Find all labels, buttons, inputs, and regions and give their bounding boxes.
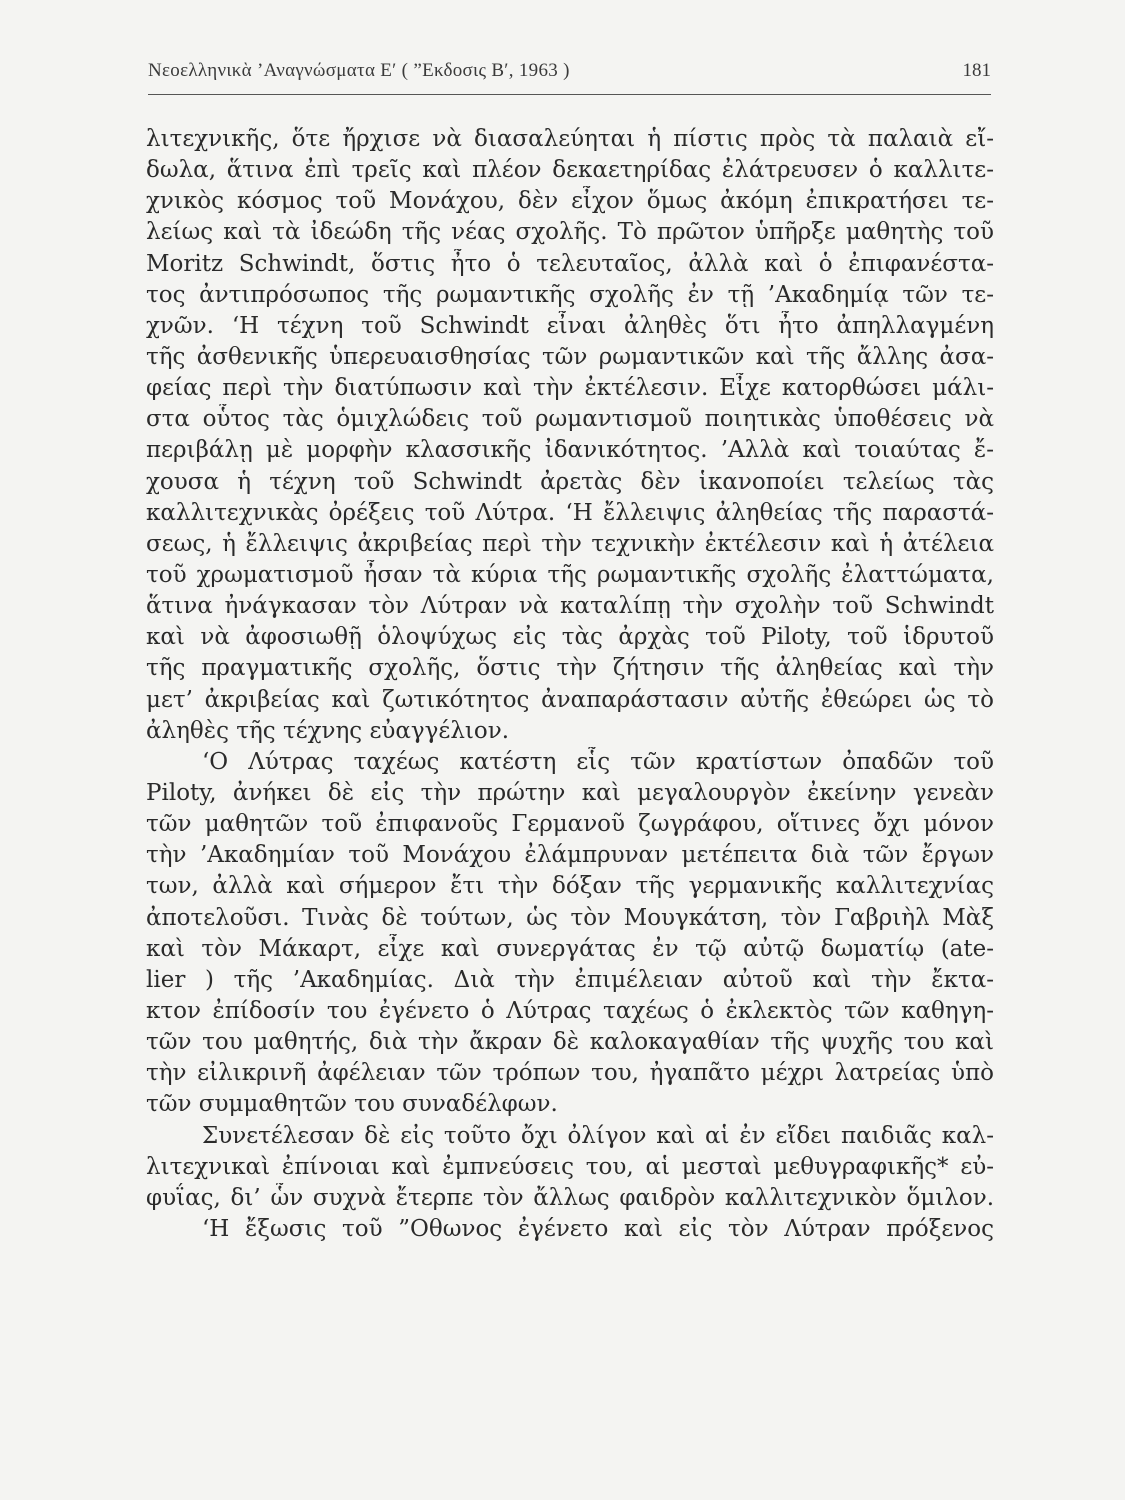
text-line: λιτεχνικαὶ ἐπίνοιαι καὶ ἐμπνεύσεις του, αἱ μεσταὶ μεθυγραφικῆς* εὐ- [146,1153,994,1180]
text-line: λείως καὶ τὰ ἰδεώδη τῆς νέας σχολῆς. Τὸ πρῶτον ὑπῆρξε μαθητὴς τοῦ [146,219,994,246]
text-line: ἅτινα ἠνάγκασαν τὸν Λύτραν νὰ καταλίπῃ τὴν σχολὴν τοῦ Schwindt [146,593,994,620]
text-line: Moritz Schwindt, ὅστις ἦτο ὁ τελευταῖος, ἀλλὰ καὶ ὁ ἐπιφανέστα- [146,250,994,277]
text-line: τῆς πραγματικῆς σχολῆς, ὅστις τὴν ζήτησιν τῆς ἀληθείας καὶ τὴν [146,655,994,682]
text-line: περιβάλῃ μὲ μορφὴν κλασσικῆς ἰδανικότητος. ’Αλλὰ καὶ τοιαύτας ἔ- [146,437,994,464]
body-text [146,124,994,1245]
text-line: χουσα ἡ τέχνη τοῦ Schwindt ἀρετὰς δὲν ἱκανοποίει τελείως τὰς [146,468,994,495]
text-line: Piloty, ἀνήκει δὲ εἰς τὴν πρώτην καὶ μεγαλουργὸν ἐκείνην γενεὰν [146,779,994,806]
text-line: χνικὸς κόσμος τοῦ Μονάχου, δὲν εἶχον ὅμως ἀκόμη ἐπικρατήσει τε- [146,188,994,215]
text-line: ‘Η ἔξωσις τοῦ ”Οθωνος ἐγένετο καὶ εἰς τὸν Λύτραν πρόξενος [202,1215,994,1242]
text-line: λιτεχνικῆς, ὅτε ἤρχισε νὰ διασαλεύηται ἡ πίστις πρὸς τὰ παλαιὰ εἴ- [146,126,994,152]
text-line: σεως, ἡ ἔλλειψις ἀκριβείας περὶ τὴν τεχνικὴν ἐκτέλεσιν καὶ ἡ ἀτέλεια [146,530,994,557]
text-line: καὶ τὸν Μάκαρτ, εἶχε καὶ συνεργάτας ἐν τῷ αὐτῷ δωματίῳ (ate- [146,935,994,962]
text-line: δωλα, ἅτινα ἐπὶ τρεῖς καὶ πλέον δεκαετηρίδας ἐλάτρευσεν ὁ καλλιτε- [146,157,994,184]
text-line: καλλιτεχνικὰς ὀρέξεις τοῦ Λύτρα. ‘Η ἔλλειψις ἀληθείας τῆς παραστά- [146,499,994,526]
header-rule [148,94,991,95]
text-line: κτον ἐπίδοσίν του ἐγένετο ὁ Λύτρας ταχέως ὁ ἐκλεκτὸς τῶν καθηγη- [146,997,994,1024]
text-line: τὴν εἰλικρινῆ ἀφέλειαν τῶν τρόπων του, ἠγαπᾶτο μέχρι λατρείας ὑπὸ [146,1060,994,1087]
page-number: 181 [962,60,991,81]
text-line: τοῦ χρωματισμοῦ ἦσαν τὰ κύρια τῆς ρωμαντικῆς σχολῆς ἐλαττώματα, [146,561,994,588]
text-line: τος ἀντιπρόσωπος τῆς ρωμαντικῆς σχολῆς ἐν τῇ ’Ακαδημίᾳ τῶν τε- [146,281,994,308]
text-line: ‘Ο Λύτρας ταχέως κατέστη εἷς τῶν κρατίστων ὀπαδῶν τοῦ [202,748,994,775]
text-line: ἀποτελοῦσι. Τινὰς δὲ τούτων, ὡς τὸν Μουγκάτση, τὸν Γαβριὴλ Μὰξ [146,904,994,931]
text-line: τῶν συμμαθητῶν του συναδέλφων. [146,1091,558,1118]
text-line: μετ’ ἀκριβείας καὶ ζωτικότητος ἀναπαράστασιν αὐτῆς ἐθεώρει ὡς τὸ [146,686,994,713]
text-line: τῶν του μαθητής, διὰ τὴν ἄκραν δὲ καλοκαγαθίαν τῆς ψυχῆς του καὶ [146,1029,994,1056]
text-line: των, ἀλλὰ καὶ σήμερον ἔτι τὴν δόξαν τῆς γερμανικῆς καλλιτεχνίας [146,873,994,900]
text-line: φυΐας, δι’ ὧν συχνὰ ἔτερπε τὸν ἄλλως φαιδρὸν καλλιτεχνικὸν ὅμιλον. [146,1184,994,1211]
text-line: Συνετέλεσαν δὲ εἰς τοῦτο ὄχι ὀλίγον καὶ αἱ ἐν εἴδει παιδιᾶς καλ- [202,1122,994,1149]
text-line: ἀληθὲς τῆς τέχνης εὐαγγέλιον. [146,717,510,744]
text-line: τῆς ἀσθενικῆς ὑπερευαισθησίας τῶν ρωμαντικῶν καὶ τῆς ἄλλης ἀσα- [146,343,994,370]
running-header [148,60,991,90]
running-header-title: Νεοελληνικὰ ’Αναγνώσματα Ε′ ( ”Εκδοσις Β′, 1963 ) [148,60,570,81]
text-line: τὴν ’Ακαδημίαν τοῦ Μονάχου ἐλάμπρυναν μετέπειτα διὰ τῶν ἔργων [146,842,994,869]
text-line: στα οὗτος τὰς ὁμιχλώδεις τοῦ ρωμαντισμοῦ ποιητικὰς ὑποθέσεις νὰ [146,406,994,433]
text-line: χνῶν. ‘Η τέχνη τοῦ Schwindt εἶναι ἀληθὲς ὅτι ἦτο ἀπηλλαγμένη [146,312,994,339]
text-line: τῶν μαθητῶν τοῦ ἐπιφανοῦς Γερμανοῦ ζωγράφου, οἵτινες ὄχι μόνον [146,811,994,838]
text-line: καὶ νὰ ἀφοσιωθῇ ὁλοψύχως εἰς τὰς ἀρχὰς τοῦ Piloty, τοῦ ἱδρυτοῦ [146,624,994,651]
text-line: lier ) τῆς ’Ακαδημίας. Διὰ τὴν ἐπιμέλειαν αὐτοῦ καὶ τὴν ἔκτα- [146,966,994,993]
text-line: φείας περὶ τὴν διατύπωσιν καὶ τὴν ἐκτέλεσιν. Εἶχε κατορθώσει μάλι- [146,375,994,402]
